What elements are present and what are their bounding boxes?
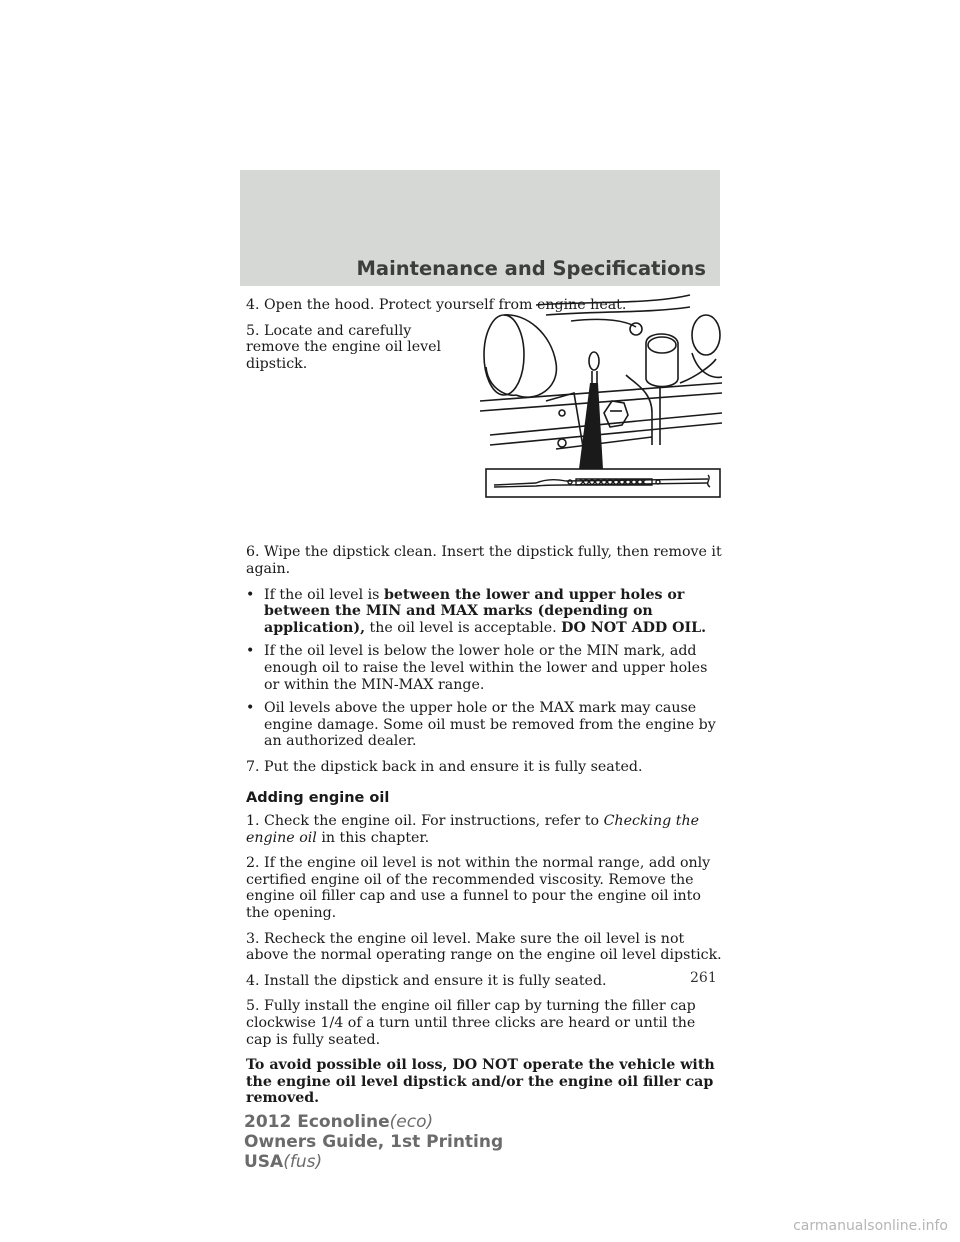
adding-step-3: 3. Recheck the engine oil level. Make sure the oil level is not above the normal operating range on the engine oil level dipstick. — [246, 930, 722, 964]
step-5: 5. Locate and carefully remove the engine oil level dipstick. — [246, 322, 442, 372]
bullet-above-max: • Oil levels above the upper hole or the MAX mark may cause engine damage. Some oil must be removed from the engine by an authorized dealer. — [246, 700, 716, 750]
section-header-band — [240, 170, 720, 286]
bullet-dot-icon: • — [246, 643, 255, 660]
adding-step-2: 2. If the engine oil level is not within the normal range, add only certified engine oil of the recommended viscosity. Remove the engine oil filler cap and use a funnel to pour the engine oil into the opening. — [246, 855, 711, 922]
bullet-dot-icon: • — [246, 700, 255, 717]
oil-loss-warning: To avoid possible oil loss, DO NOT operate the vehicle with the engine oil level dipstick and/or the engine oil filler cap removed. — [246, 1057, 715, 1107]
bullet-acceptable: • If the oil level is between the lower and upper holes or between the MIN and MAX marks (depending on application), the oil level is acceptable. DO NOT ADD OIL. — [246, 586, 707, 636]
step-6: 6. Wipe the dipstick clean. Insert the dipstick fully, then remove it again. — [246, 544, 722, 577]
section-title: Maintenance and Specifications — [356, 257, 706, 280]
adding-step-4: 4. Install the dipstick and ensure it is fully seated. — [246, 972, 607, 989]
bullet-below-min: • If the oil level is below the lower hole or the MIN mark, add enough oil to raise the level within the lower and upper holes or within the MIN-MAX range. — [246, 643, 708, 693]
adding-engine-oil-heading: Adding engine oil — [246, 789, 390, 806]
bullet-dot-icon: • — [246, 586, 255, 603]
watermark: carmanualsonline.info — [793, 1218, 948, 1234]
step-4: 4. Open the hood. Protect yourself from engine heat. — [246, 297, 627, 313]
footer-imprint: 2012 Econoline(eco) Owners Guide, 1st Printing USA(fus) — [244, 1112, 504, 1172]
adding-step-1: 1. Check the engine oil. For instructions, refer to Checking the engine oil in this chapter. — [246, 813, 700, 846]
oil-level-bullets — [246, 587, 722, 750]
page-number: 261 — [690, 970, 717, 986]
dipstick-illustration — [476, 293, 722, 501]
adding-step-5: 5. Fully install the engine oil filler cap by turning the filler cap clockwise 1/4 of a turn until three clicks are heard or until the cap is fully seated. — [246, 998, 696, 1048]
step-7: 7. Put the dipstick back in and ensure it is fully seated. — [246, 758, 643, 775]
cross-reference-link: Checking the engine oil — [246, 813, 700, 846]
